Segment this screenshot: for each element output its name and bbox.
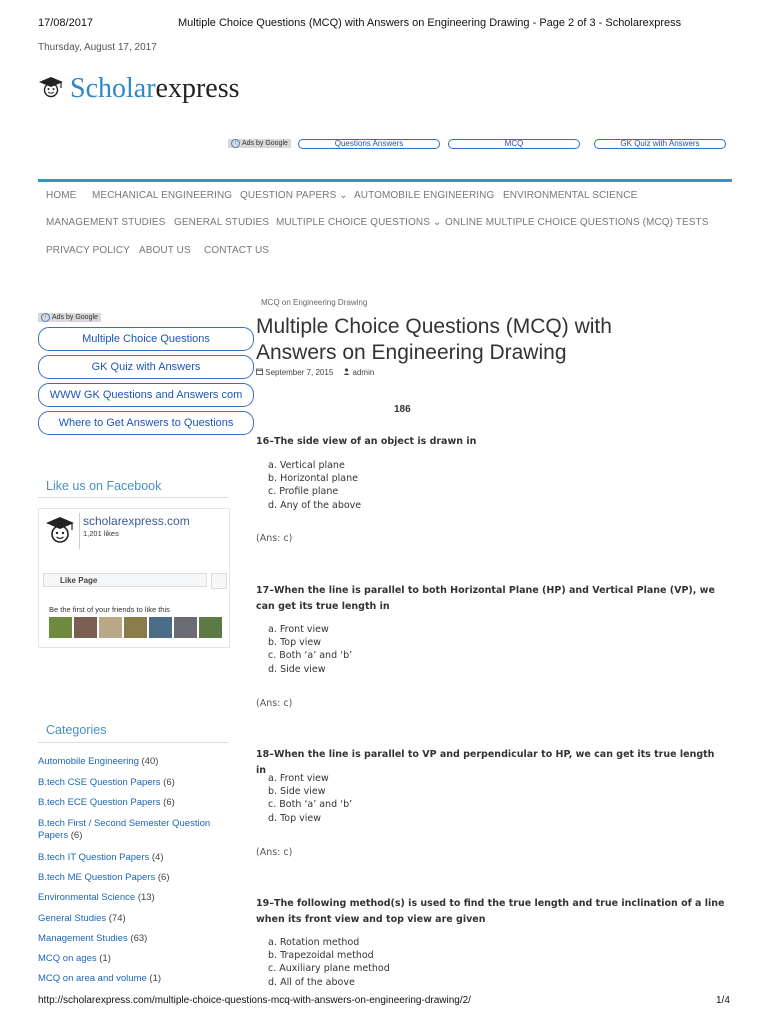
top-ad-questions-answers[interactable]: Questions Answers xyxy=(298,139,440,149)
page-title: Multiple Choice Questions (MCQ) with Answers on Engineering Drawing xyxy=(256,315,612,364)
calendar-icon xyxy=(256,368,263,377)
category-item[interactable]: B.tech ECE Question Papers (6) xyxy=(38,797,175,808)
graduate-cap-face-icon xyxy=(38,76,64,103)
nav-privacy-policy[interactable]: PRIVACY POLICY xyxy=(46,245,130,256)
top-ad-gk-quiz[interactable]: GK Quiz with Answers xyxy=(594,139,726,149)
friend-thumbnail[interactable] xyxy=(149,617,172,638)
category-item[interactable]: MCQ on area and volume (1) xyxy=(38,973,162,984)
question-18: 18–When the line is parallel to VP and perpendicular to HP, we can get its true length in xyxy=(256,749,715,776)
view-count: 186 xyxy=(394,404,411,415)
facebook-site-name[interactable]: scholarexpress.com xyxy=(83,514,190,528)
info-icon: i xyxy=(41,313,50,322)
question-19-options: a. Rotation method b. Trapezoidal method c. Auxiliary plane method d. All of the above xyxy=(268,937,390,988)
category-item[interactable]: B.tech IT Question Papers (4) xyxy=(38,852,164,863)
question-17: 17–When the line is parallel to both Horizontal Plane (HP) and Vertical Plane (VP), we can get its true length in xyxy=(256,585,715,612)
question-16-options: a. Vertical plane b. Horizontal plane c. Profile plane d. Any of the above xyxy=(268,460,362,511)
share-button[interactable] xyxy=(211,573,227,589)
nav-question-papers[interactable]: QUESTION PAPERS ⌄ xyxy=(240,190,348,201)
question-17-options: a. Front view b. Top view c. Both ‘a’ and ‘b’ d. Side view xyxy=(268,624,353,675)
question-18-options: a. Front view b. Side view c. Both ‘a’ and ‘b’ d. Top view xyxy=(268,773,353,824)
nav-mechanical-engineering[interactable]: MECHANICAL ENGINEERING xyxy=(92,190,233,201)
answer-18: (Ans: c) xyxy=(256,847,293,858)
site-logo[interactable] xyxy=(38,74,240,104)
friend-thumbnail[interactable] xyxy=(99,617,122,638)
logo-scholar: Scholar xyxy=(70,73,156,104)
category-item[interactable]: B.tech ME Question Papers (6) xyxy=(38,872,170,883)
info-icon: i xyxy=(231,139,240,148)
nav-environmental-science[interactable]: ENVIRONMENTAL SCIENCE xyxy=(503,190,638,201)
answer-17: (Ans: c) xyxy=(256,698,293,709)
nav-automobile-engineering[interactable]: AUTOMOBILE ENGINEERING xyxy=(354,190,495,201)
post-date[interactable]: September 7, 2015 xyxy=(256,368,333,377)
category-item[interactable]: MCQ on ages (1) xyxy=(38,953,111,964)
like-page-button[interactable]: Like Page xyxy=(43,573,207,587)
categories-title: Categories xyxy=(46,723,107,737)
post-meta xyxy=(256,368,374,377)
nav-multiple-choice-questions[interactable]: MULTIPLE CHOICE QUESTIONS ⌄ xyxy=(276,217,442,228)
nav-about-us[interactable]: ABOUT US xyxy=(139,245,191,256)
nav-online-mcq-tests[interactable]: ONLINE MULTIPLE CHOICE QUESTIONS (MCQ) TESTS xyxy=(445,217,709,228)
friend-thumbnail[interactable] xyxy=(199,617,222,638)
side-ad-multiple-choice-questions[interactable]: Multiple Choice Questions xyxy=(38,327,254,351)
pdf-header-date: 17/08/2017 xyxy=(38,17,94,29)
widget-divider xyxy=(38,742,228,743)
nav-management-studies[interactable]: MANAGEMENT STUDIES xyxy=(46,217,166,228)
ads-by-google-side[interactable]: i Ads by Google xyxy=(38,313,101,322)
breadcrumb[interactable]: MCQ on Engineering Drawing xyxy=(261,298,368,307)
question-19: 19–The following method(s) is used to find the true length and true inclination of a line when its front view and top view are given xyxy=(256,898,725,925)
friend-thumbnail[interactable] xyxy=(49,617,72,638)
category-item[interactable]: Management Studies (63) xyxy=(38,933,148,944)
nav-contact-us[interactable]: CONTACT US xyxy=(204,245,270,256)
ads-by-google-top[interactable]: i Ads by Google xyxy=(228,139,291,148)
question-16: 16–The side view of an object is drawn in xyxy=(256,436,477,447)
user-icon xyxy=(343,368,350,377)
category-item[interactable]: Automobile Engineering (40) xyxy=(38,756,159,767)
post-author[interactable]: admin xyxy=(343,368,374,377)
widget-divider xyxy=(38,497,228,498)
graduate-cap-face-icon[interactable] xyxy=(43,513,80,549)
friend-thumbnail[interactable] xyxy=(74,617,97,638)
pdf-header-title: Multiple Choice Questions (MCQ) with Answers on Engineering Drawing - Page 2 of 3 - Scholarexpress xyxy=(178,17,682,29)
site-date: Thursday, August 17, 2017 xyxy=(38,42,157,53)
nav-general-studies[interactable]: GENERAL STUDIES xyxy=(174,217,270,228)
nav-divider xyxy=(38,179,732,182)
category-item[interactable]: B.tech First / Second Semester Question Papers (6) xyxy=(38,818,211,841)
category-item[interactable]: General Studies (74) xyxy=(38,913,126,924)
logo-express: express xyxy=(155,73,240,104)
side-ad-www-gk[interactable]: WWW GK Questions and Answers com xyxy=(38,383,254,407)
side-ad-where-answers[interactable]: Where to Get Answers to Questions xyxy=(38,411,254,435)
facebook-page-plugin[interactable] xyxy=(38,508,230,648)
pdf-footer-page: 1/4 xyxy=(716,995,730,1006)
category-item[interactable]: Environmental Science (13) xyxy=(38,892,155,903)
top-ad-mcq[interactable]: MCQ xyxy=(448,139,580,149)
nav-home[interactable]: HOME xyxy=(46,190,77,201)
facebook-likes: 1,201 likes xyxy=(83,529,119,538)
pdf-footer-url: http://scholarexpress.com/multiple-choice-questions-mcq-with-answers-on-engineering-drawing/2/ xyxy=(38,995,471,1006)
friend-thumbnail[interactable] xyxy=(124,617,147,638)
category-item[interactable]: B.tech CSE Question Papers (6) xyxy=(38,777,175,788)
facebook-widget-title: Like us on Facebook xyxy=(46,479,162,493)
facebook-friends-text: Be the first of your friends to like this xyxy=(49,605,170,614)
friend-thumbnail[interactable] xyxy=(174,617,197,638)
side-ad-gk-quiz[interactable]: GK Quiz with Answers xyxy=(38,355,254,379)
answer-16: (Ans: c) xyxy=(256,533,293,544)
